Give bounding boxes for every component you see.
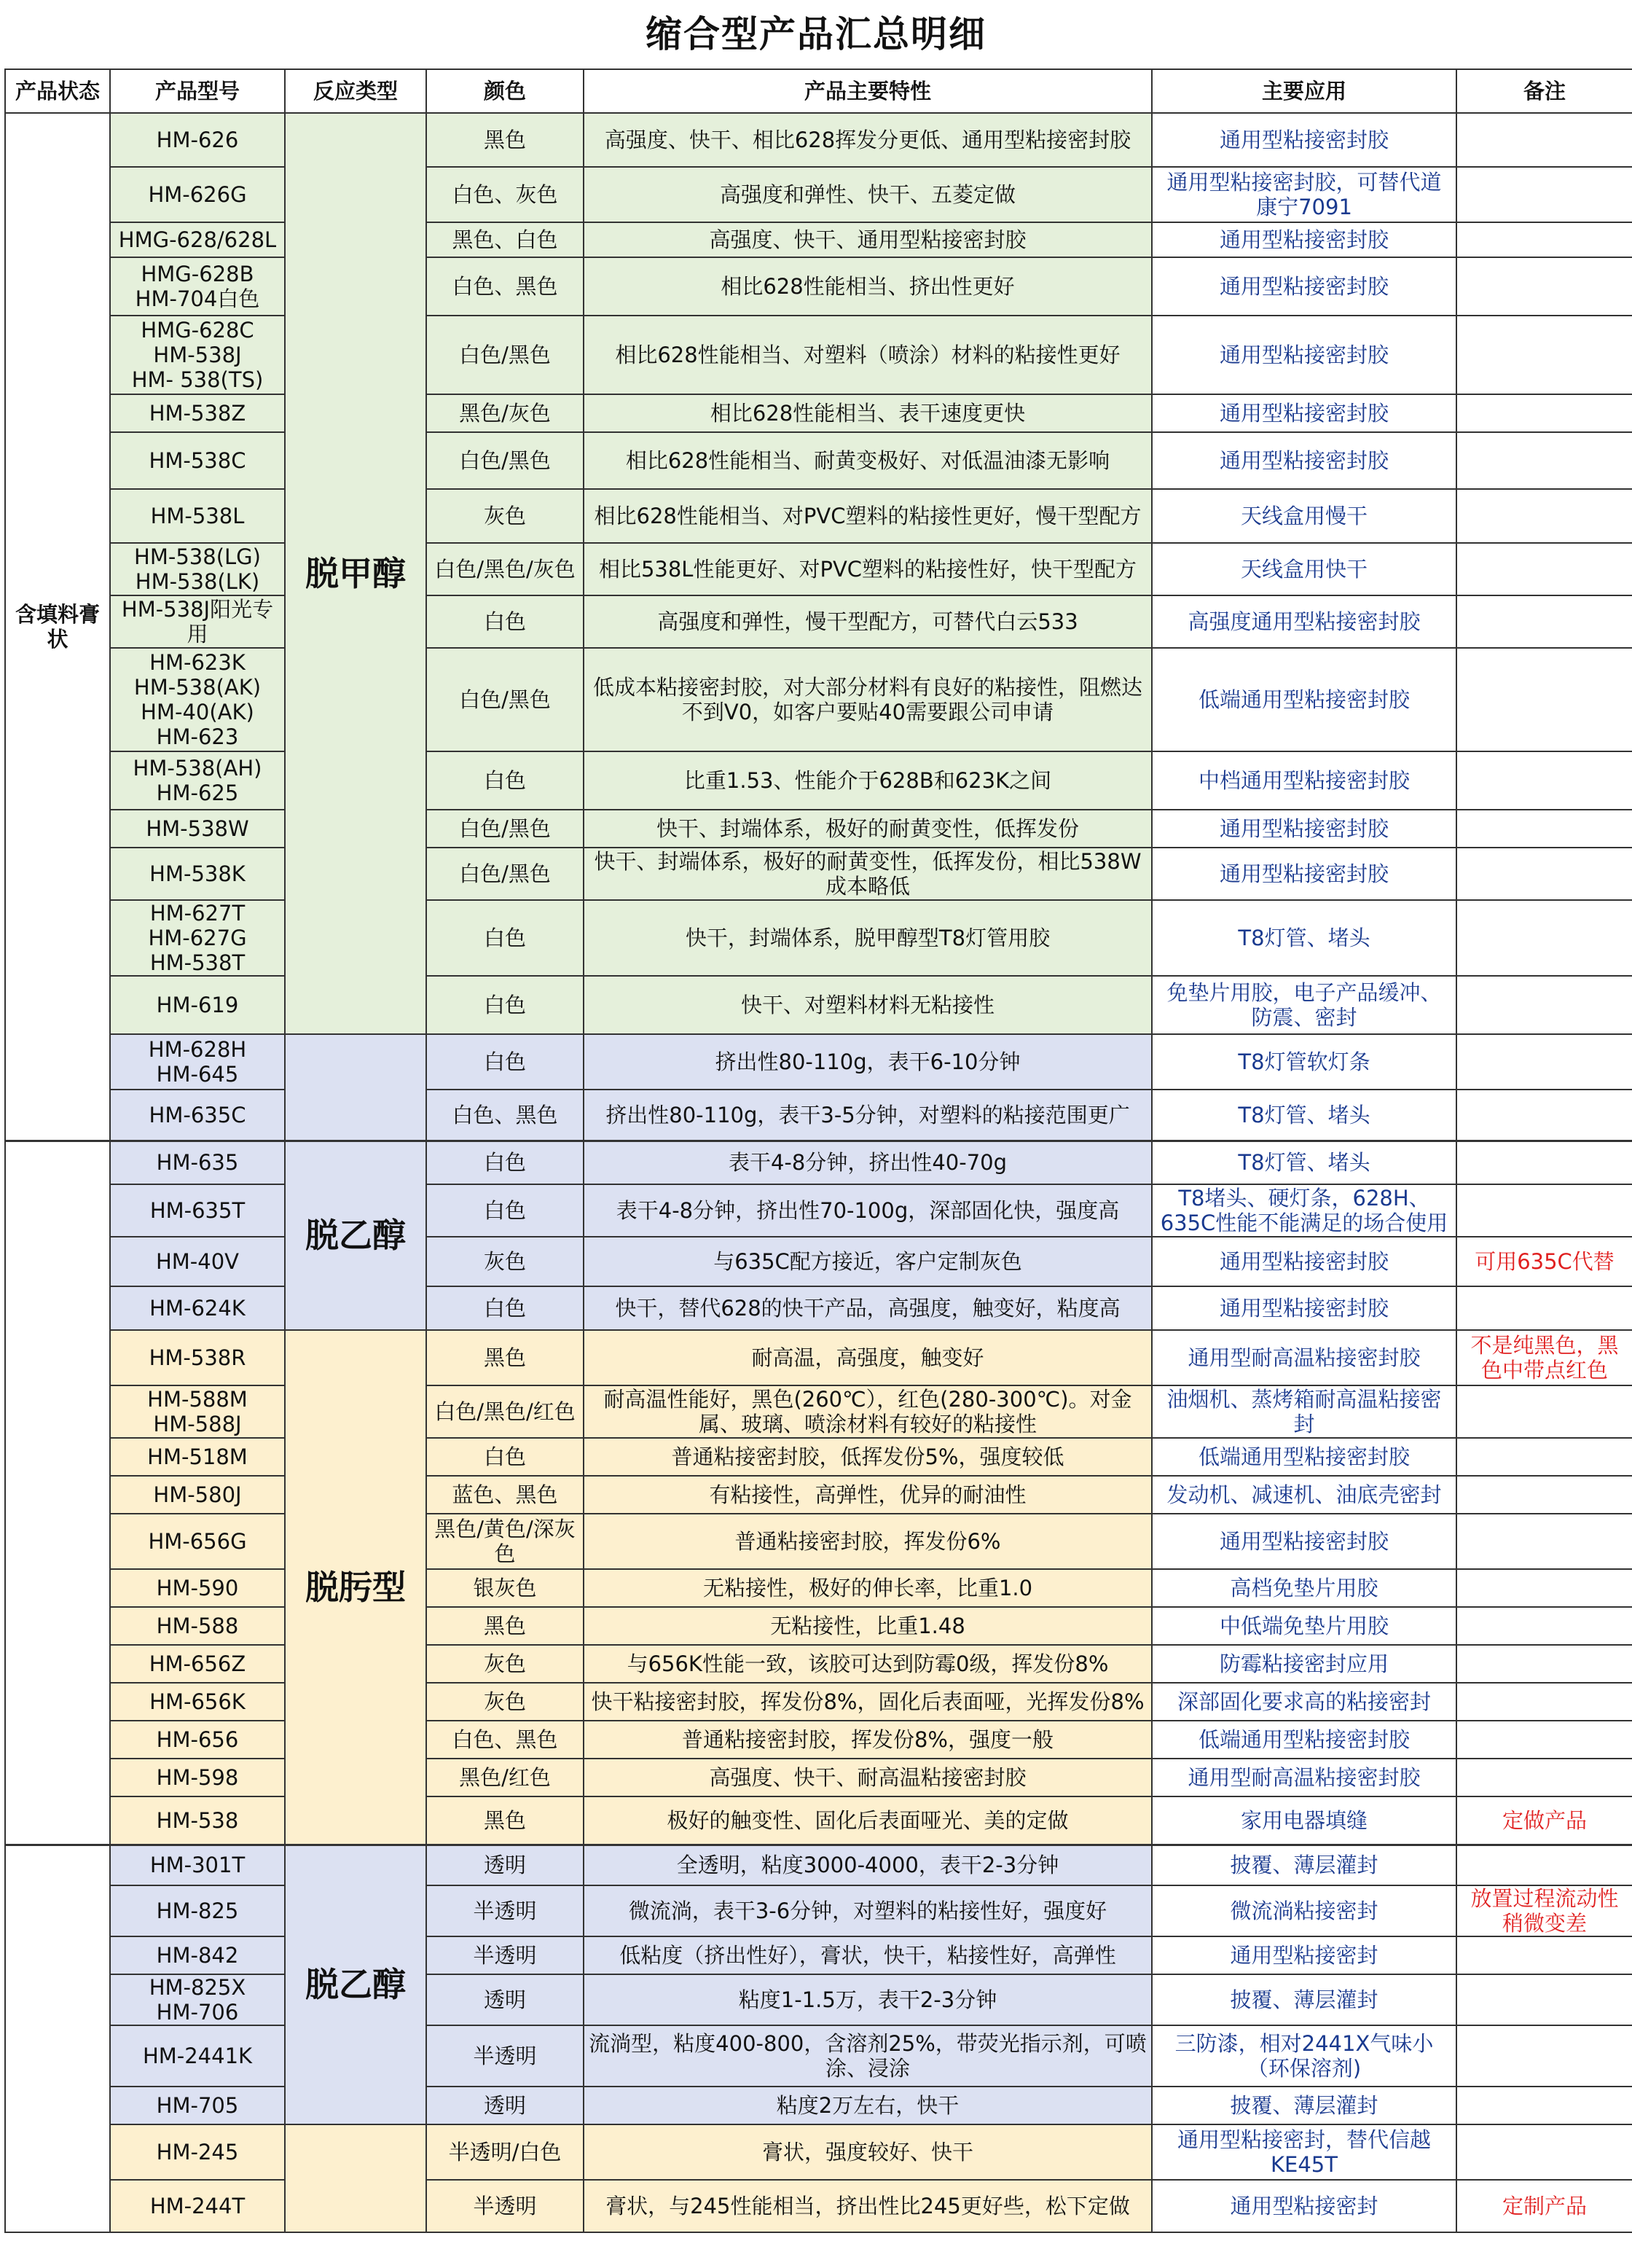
- color-cell: 白色: [426, 1184, 584, 1237]
- note-cell: [1456, 394, 1632, 432]
- header-cell: 产品主要特性: [584, 69, 1152, 113]
- application-cell: 油烟机、蒸烤箱耐高温粘接密封: [1152, 1385, 1456, 1438]
- table-row: [5, 222, 1632, 257]
- application-cell: 低端通用型粘接密封胶: [1152, 648, 1456, 751]
- table-row: [5, 1141, 1632, 1184]
- feature-cell: 普通粘接密封胶，低挥发份5%，强度较低: [584, 1438, 1152, 1476]
- color-cell: 黑色: [426, 1796, 584, 1845]
- model-cell: HM-627T HM-627G HM-538T: [110, 900, 285, 976]
- table-row: [5, 1885, 1632, 1936]
- model-cell: HMG-628B HM-704白色: [110, 257, 285, 316]
- color-cell: 蓝色、黑色: [426, 1476, 584, 1514]
- color-cell: 半透明: [426, 2180, 584, 2232]
- note-cell: [1456, 1476, 1632, 1514]
- feature-cell: 高强度、快干、通用型粘接密封胶: [584, 222, 1152, 257]
- table-row: [5, 1683, 1632, 1721]
- table-row: [5, 1936, 1632, 1974]
- color-cell: 白色: [426, 1438, 584, 1476]
- note-cell: [1456, 751, 1632, 810]
- note-cell: [1456, 1607, 1632, 1645]
- table-row: [5, 1796, 1632, 1845]
- model-cell: HM-538W: [110, 810, 285, 848]
- color-cell: 白色、黑色: [426, 257, 584, 316]
- model-cell: HM-244T: [110, 2180, 285, 2232]
- application-cell: 通用型粘接密封胶: [1152, 810, 1456, 848]
- application-cell: 披覆、薄层灌封: [1152, 1974, 1456, 2025]
- model-cell: HM-538R: [110, 1330, 285, 1385]
- table-row: [5, 1237, 1632, 1286]
- note-cell: [1456, 1845, 1632, 1885]
- application-cell: 通用型粘接密封: [1152, 1936, 1456, 1974]
- note-cell: [1456, 543, 1632, 595]
- feature-cell: 膏状，强度较好、快干: [584, 2124, 1152, 2180]
- model-cell: HM-842: [110, 1936, 285, 1974]
- color-cell: 白色/黑色: [426, 648, 584, 751]
- color-cell: 白色/黑色/灰色: [426, 543, 584, 595]
- table-row: [5, 1438, 1632, 1476]
- color-cell: 白色、灰色: [426, 167, 584, 222]
- model-cell: HM-628H HM-645: [110, 1034, 285, 1090]
- table-row: [5, 1721, 1632, 1759]
- color-cell: 黑色: [426, 1330, 584, 1385]
- color-cell: 灰色: [426, 1683, 584, 1721]
- note-cell: [1456, 595, 1632, 648]
- note-cell: [1456, 810, 1632, 848]
- note-cell: 定制产品: [1456, 2180, 1632, 2232]
- model-cell: HM-538Z: [110, 394, 285, 432]
- note-cell: [1456, 2124, 1632, 2180]
- header-cell: 颜色: [426, 69, 584, 113]
- model-cell: HM-825X HM-706: [110, 1974, 285, 2025]
- table-row: [5, 1569, 1632, 1607]
- note-cell: [1456, 1514, 1632, 1569]
- table-row: [5, 316, 1632, 394]
- table-row: [5, 1974, 1632, 2025]
- application-cell: 深部固化要求高的粘接密封: [1152, 1683, 1456, 1721]
- note-cell: [1456, 1683, 1632, 1721]
- model-cell: HMG-628C HM-538J HM- 538(TS): [110, 316, 285, 394]
- model-cell: HM-635C: [110, 1090, 285, 1141]
- application-cell: 高档免垫片用胶: [1152, 1569, 1456, 1607]
- application-cell: 通用型粘接密封胶: [1152, 1237, 1456, 1286]
- table-row: [5, 2180, 1632, 2232]
- application-cell: 通用型粘接密封胶: [1152, 1514, 1456, 1569]
- model-cell: HM-2441K: [110, 2025, 285, 2087]
- model-cell: HM-538K: [110, 848, 285, 900]
- header-cell: 产品型号: [110, 69, 285, 113]
- feature-cell: 快干粘接密封胶，挥发份8%，固化后表面哑，光挥发份8%: [584, 1683, 1152, 1721]
- model-cell: HM-590: [110, 1569, 285, 1607]
- color-cell: 白色: [426, 595, 584, 648]
- model-cell: HM-619: [110, 976, 285, 1034]
- feature-cell: 高强度和弹性、快干、五菱定做: [584, 167, 1152, 222]
- feature-cell: 膏状，与245性能相当，挤出性比245更好些，松下定做: [584, 2180, 1152, 2232]
- feature-cell: 粘度1-1.5万，表干2-3分钟: [584, 1974, 1152, 2025]
- header-cell: 备注: [1456, 69, 1632, 113]
- application-cell: 中档通用型粘接密封胶: [1152, 751, 1456, 810]
- model-cell: HMG-628/628L: [110, 222, 285, 257]
- model-cell: HM-538C: [110, 432, 285, 489]
- color-cell: 白色: [426, 751, 584, 810]
- feature-cell: 粘度2万左右，快干: [584, 2087, 1152, 2124]
- model-cell: HM-538: [110, 1796, 285, 1845]
- color-cell: 黑色/黄色/深灰色: [426, 1514, 584, 1569]
- table-row: [5, 394, 1632, 432]
- application-cell: T8堵头、硬灯条，628H、635C性能不能满足的场合使用: [1152, 1184, 1456, 1237]
- note-cell: [1456, 900, 1632, 976]
- model-cell: HM-538(AH) HM-625: [110, 751, 285, 810]
- table-row: [5, 432, 1632, 489]
- reaction-type-cell: [285, 2124, 426, 2232]
- feature-cell: 低成本粘接密封胶，对大部分材料有良好的粘接性，阻燃达不到V0，如客户要贴40需要跟公司申请: [584, 648, 1152, 751]
- feature-cell: 表干4-8分钟，挤出性70-100g，深部固化快，强度高: [584, 1184, 1152, 1237]
- feature-cell: 耐高温性能好，黑色(260℃），红色(280-300℃)。对金属、玻璃、喷涂材料有较好的粘接性: [584, 1385, 1152, 1438]
- note-cell: [1456, 489, 1632, 543]
- color-cell: 白色/黑色: [426, 848, 584, 900]
- color-cell: 白色: [426, 976, 584, 1034]
- application-cell: 防霉粘接密封应用: [1152, 1645, 1456, 1683]
- feature-cell: 相比538L性能更好、对PVC塑料的粘接性好，快干型配方: [584, 543, 1152, 595]
- note-cell: [1456, 167, 1632, 222]
- feature-cell: 挤出性80-110g，表干6-10分钟: [584, 1034, 1152, 1090]
- feature-cell: 比重1.53、性能介于628B和623K之间: [584, 751, 1152, 810]
- application-cell: T8灯管、堵头: [1152, 1141, 1456, 1184]
- application-cell: 通用型粘接密封胶: [1152, 113, 1456, 167]
- note-cell: [1456, 2025, 1632, 2087]
- feature-cell: 无粘接性，极好的伸长率，比重1.0: [584, 1569, 1152, 1607]
- note-cell: [1456, 1645, 1632, 1683]
- feature-cell: 流淌型，粘度400-800，含溶剂25%，带荧光指示剂，可喷涂、浸涂: [584, 2025, 1152, 2087]
- model-cell: HM-656K: [110, 1683, 285, 1721]
- table-row: [5, 648, 1632, 751]
- color-cell: 白色/黑色: [426, 810, 584, 848]
- model-cell: HM-656: [110, 1721, 285, 1759]
- model-cell: HM-656G: [110, 1514, 285, 1569]
- reaction-type-cell: 脱肟型: [285, 1330, 426, 1845]
- application-cell: 通用型粘接密封: [1152, 2180, 1456, 2232]
- feature-cell: 快干，封端体系，脱甲醇型T8灯管用胶: [584, 900, 1152, 976]
- table-row: [5, 543, 1632, 595]
- reaction-type-cell: 脱甲醇: [285, 113, 426, 1034]
- model-cell: HM-580J: [110, 1476, 285, 1514]
- note-cell: [1456, 1090, 1632, 1141]
- application-cell: 三防漆，相对2441X气味小（环保溶剂): [1152, 2025, 1456, 2087]
- note-cell: [1456, 1286, 1632, 1330]
- feature-cell: 高强度、快干、耐高温粘接密封胶: [584, 1759, 1152, 1796]
- color-cell: 透明: [426, 1845, 584, 1885]
- header-cell: 反应类型: [285, 69, 426, 113]
- color-cell: 黑色: [426, 1607, 584, 1645]
- table-row: [5, 1286, 1632, 1330]
- feature-cell: 快干、封端体系，极好的耐黄变性，低挥发份，相比538W成本略低: [584, 848, 1152, 900]
- model-cell: HM-626G: [110, 167, 285, 222]
- state-cell: [5, 1141, 110, 1845]
- feature-cell: 无粘接性，比重1.48: [584, 1607, 1152, 1645]
- application-cell: 披覆、薄层灌封: [1152, 1845, 1456, 1885]
- model-cell: HM-588M HM-588J: [110, 1385, 285, 1438]
- table-row: [5, 1385, 1632, 1438]
- table-row: [5, 976, 1632, 1034]
- application-cell: T8灯管、堵头: [1152, 1090, 1456, 1141]
- model-cell: HM-623K HM-538(AK) HM-40(AK) HM-623: [110, 648, 285, 751]
- application-cell: 天线盒用快干: [1152, 543, 1456, 595]
- color-cell: 银灰色: [426, 1569, 584, 1607]
- color-cell: 灰色: [426, 1645, 584, 1683]
- color-cell: 白色: [426, 1034, 584, 1090]
- note-cell: [1456, 432, 1632, 489]
- header-cell: 产品状态: [5, 69, 110, 113]
- color-cell: 透明: [426, 1974, 584, 2025]
- table-row: [5, 1184, 1632, 1237]
- note-cell: [1456, 257, 1632, 316]
- note-cell: [1456, 1438, 1632, 1476]
- model-cell: HM-626: [110, 113, 285, 167]
- note-cell: [1456, 1721, 1632, 1759]
- note-cell: [1456, 1184, 1632, 1237]
- table-row: [5, 2025, 1632, 2087]
- table-row: [5, 1034, 1632, 1090]
- feature-cell: 普通粘接密封胶，挥发份6%: [584, 1514, 1152, 1569]
- feature-cell: 快干，替代628的快干产品，高强度，触变好，粘度高: [584, 1286, 1152, 1330]
- table-row: [5, 257, 1632, 316]
- color-cell: 白色/黑色: [426, 432, 584, 489]
- table-row: [5, 1845, 1632, 1885]
- color-cell: 黑色: [426, 113, 584, 167]
- model-cell: HM-301T: [110, 1845, 285, 1885]
- note-cell: [1456, 1759, 1632, 1796]
- table-row: [5, 1607, 1632, 1645]
- note-cell: 定做产品: [1456, 1796, 1632, 1845]
- note-cell: [1456, 113, 1632, 167]
- feature-cell: 耐高温，高强度，触变好: [584, 1330, 1152, 1385]
- note-cell: 可用635C代替: [1456, 1237, 1632, 1286]
- application-cell: 中低端免垫片用胶: [1152, 1607, 1456, 1645]
- application-cell: 通用型粘接密封胶: [1152, 1286, 1456, 1330]
- feature-cell: 高强度、快干、相比628挥发分更低、通用型粘接密封胶: [584, 113, 1152, 167]
- state-cell: [5, 1845, 110, 2232]
- model-cell: HM-538(LG) HM-538(LK): [110, 543, 285, 595]
- note-cell: [1456, 848, 1632, 900]
- table-row: [5, 1759, 1632, 1796]
- model-cell: HM-245: [110, 2124, 285, 2180]
- note-cell: [1456, 1385, 1632, 1438]
- application-cell: 高强度通用型粘接密封胶: [1152, 595, 1456, 648]
- color-cell: 黑色/灰色: [426, 394, 584, 432]
- note-cell: [1456, 1141, 1632, 1184]
- application-cell: 通用型粘接密封胶，可替代道康宁7091: [1152, 167, 1456, 222]
- model-cell: HM-825: [110, 1885, 285, 1936]
- table-row: [5, 2087, 1632, 2124]
- application-cell: 免垫片用胶，电子产品缓冲、防震、密封: [1152, 976, 1456, 1034]
- color-cell: 透明: [426, 2087, 584, 2124]
- product-table: [4, 69, 1632, 2233]
- color-cell: 白色/黑色: [426, 316, 584, 394]
- color-cell: 黑色/红色: [426, 1759, 584, 1796]
- table-row: [5, 1330, 1632, 1385]
- application-cell: 发动机、减速机、油底壳密封: [1152, 1476, 1456, 1514]
- feature-cell: 普通粘接密封胶，挥发份8%，强度一般: [584, 1721, 1152, 1759]
- color-cell: 白色: [426, 1141, 584, 1184]
- color-cell: 半透明: [426, 2025, 584, 2087]
- application-cell: 通用型粘接密封胶: [1152, 316, 1456, 394]
- note-cell: [1456, 1974, 1632, 2025]
- application-cell: 天线盒用慢干: [1152, 489, 1456, 543]
- table-row: [5, 810, 1632, 848]
- reaction-type-cell: [285, 1034, 426, 1141]
- model-cell: HM-635: [110, 1141, 285, 1184]
- color-cell: 黑色、白色: [426, 222, 584, 257]
- feature-cell: 相比628性能相当、表干速度更快: [584, 394, 1152, 432]
- header-row: [5, 69, 1632, 113]
- application-cell: 家用电器填缝: [1152, 1796, 1456, 1845]
- feature-cell: 相比628性能相当、对塑料（喷涂）材料的粘接性更好: [584, 316, 1152, 394]
- model-cell: HM-635T: [110, 1184, 285, 1237]
- reaction-type-cell: 脱乙醇: [285, 1845, 426, 2124]
- note-cell: 不是纯黑色，黑色中带点红色: [1456, 1330, 1632, 1385]
- note-cell: 放置过程流动性稍微变差: [1456, 1885, 1632, 1936]
- application-cell: T8灯管、堵头: [1152, 900, 1456, 976]
- color-cell: 白色: [426, 900, 584, 976]
- color-cell: 白色、黑色: [426, 1721, 584, 1759]
- application-cell: 通用型粘接密封胶: [1152, 848, 1456, 900]
- note-cell: [1456, 1034, 1632, 1090]
- application-cell: T8灯管软灯条: [1152, 1034, 1456, 1090]
- note-cell: [1456, 2087, 1632, 2124]
- color-cell: 白色、黑色: [426, 1090, 584, 1141]
- feature-cell: 低粘度（挤出性好），膏状，快干，粘接性好，高弹性: [584, 1936, 1152, 1974]
- page-title: 缩合型产品汇总明细: [646, 13, 986, 55]
- feature-cell: 相比628性能相当、耐黄变极好、对低温油漆无影响: [584, 432, 1152, 489]
- feature-cell: 全透明，粘度3000-4000，表干2-3分钟: [584, 1845, 1152, 1885]
- table-row: [5, 1090, 1632, 1141]
- note-cell: [1456, 976, 1632, 1034]
- application-cell: 通用型粘接密封胶: [1152, 222, 1456, 257]
- application-cell: 通用型粘接密封胶: [1152, 394, 1456, 432]
- application-cell: 低端通用型粘接密封胶: [1152, 1438, 1456, 1476]
- color-cell: 半透明: [426, 1936, 584, 1974]
- feature-cell: 表干4-8分钟，挤出性40-70g: [584, 1141, 1152, 1184]
- model-cell: HM-588: [110, 1607, 285, 1645]
- model-cell: HM-538L: [110, 489, 285, 543]
- model-cell: HM-624K: [110, 1286, 285, 1330]
- model-cell: HM-705: [110, 2087, 285, 2124]
- note-cell: [1456, 1936, 1632, 1974]
- application-cell: 披覆、薄层灌封: [1152, 2087, 1456, 2124]
- state-cell: 含填料膏状: [5, 113, 110, 1141]
- note-cell: [1456, 316, 1632, 394]
- feature-cell: 快干、对塑料材料无粘接性: [584, 976, 1152, 1034]
- table-row: [5, 900, 1632, 976]
- feature-cell: 高强度和弹性，慢干型配方，可替代白云533: [584, 595, 1152, 648]
- table-row: [5, 113, 1632, 167]
- application-cell: 通用型粘接密封胶: [1152, 257, 1456, 316]
- note-cell: [1456, 648, 1632, 751]
- model-cell: HM-40V: [110, 1237, 285, 1286]
- feature-cell: 挤出性80-110g，表干3-5分钟，对塑料的粘接范围更广: [584, 1090, 1152, 1141]
- feature-cell: 极好的触变性、固化后表面哑光、美的定做: [584, 1796, 1152, 1845]
- color-cell: 灰色: [426, 489, 584, 543]
- table-row: [5, 848, 1632, 900]
- reaction-type-cell: 脱乙醇: [285, 1141, 426, 1330]
- table-row: [5, 751, 1632, 810]
- model-cell: HM-598: [110, 1759, 285, 1796]
- color-cell: 白色/黑色/红色: [426, 1385, 584, 1438]
- model-cell: HM-518M: [110, 1438, 285, 1476]
- application-cell: 通用型耐高温粘接密封胶: [1152, 1759, 1456, 1796]
- note-cell: [1456, 222, 1632, 257]
- note-cell: [1456, 1569, 1632, 1607]
- feature-cell: 微流淌，表干3-6分钟，对塑料的粘接性好，强度好: [584, 1885, 1152, 1936]
- color-cell: 半透明: [426, 1885, 584, 1936]
- feature-cell: 快干、封端体系，极好的耐黄变性，低挥发份: [584, 810, 1152, 848]
- feature-cell: 相比628性能相当、对PVC塑料的粘接性更好，慢干型配方: [584, 489, 1152, 543]
- table-row: [5, 1514, 1632, 1569]
- table-row: [5, 1476, 1632, 1514]
- application-cell: 通用型粘接密封，替代信越KE45T: [1152, 2124, 1456, 2180]
- table-row: [5, 2124, 1632, 2180]
- table-row: [5, 595, 1632, 648]
- application-cell: 微流淌粘接密封: [1152, 1885, 1456, 1936]
- feature-cell: 与635C配方接近，客户定制灰色: [584, 1237, 1152, 1286]
- color-cell: 半透明/白色: [426, 2124, 584, 2180]
- header-cell: 主要应用: [1152, 69, 1456, 113]
- color-cell: 白色: [426, 1286, 584, 1330]
- model-cell: HM-538J阳光专用: [110, 595, 285, 648]
- feature-cell: 与656K性能一致，该胶可达到防霉0级，挥发份8%: [584, 1645, 1152, 1683]
- feature-cell: 相比628性能相当、挤出性更好: [584, 257, 1152, 316]
- application-cell: 低端通用型粘接密封胶: [1152, 1721, 1456, 1759]
- application-cell: 通用型耐高温粘接密封胶: [1152, 1330, 1456, 1385]
- table-row: [5, 489, 1632, 543]
- model-cell: HM-656Z: [110, 1645, 285, 1683]
- feature-cell: 有粘接性，高弹性，优异的耐油性: [584, 1476, 1152, 1514]
- table-row: [5, 1645, 1632, 1683]
- application-cell: 通用型粘接密封胶: [1152, 432, 1456, 489]
- color-cell: 灰色: [426, 1237, 584, 1286]
- table-row: [5, 167, 1632, 222]
